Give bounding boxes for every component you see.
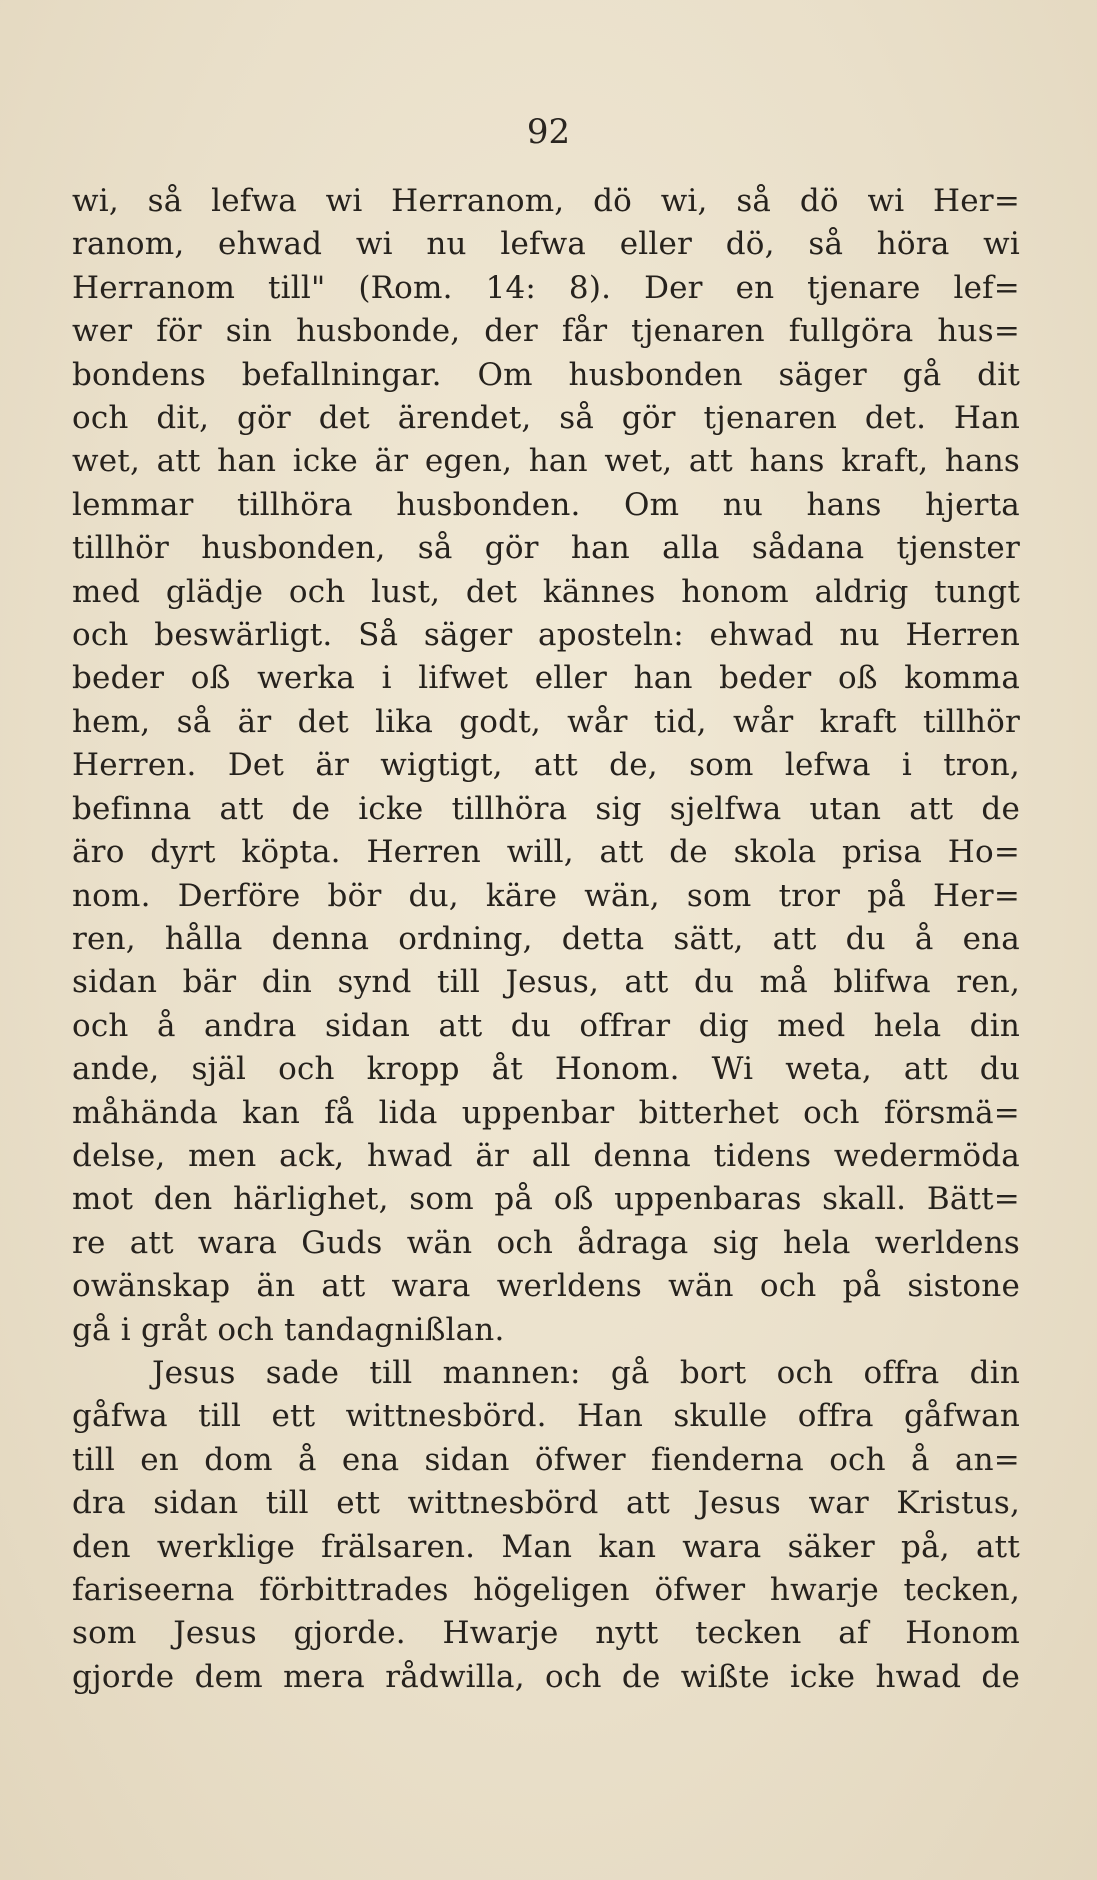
page-text — [72, 180, 1020, 1699]
text-line: gjorde dem mera rådwilla, och de wißte icke hwad de — [72, 1658, 1020, 1695]
text-line: den werklige frälsaren. Man kan wara säker på, att — [72, 1528, 1020, 1565]
text-line: re att wara Guds wän och ådraga sig hela werldens — [72, 1224, 1020, 1261]
text-line: Herren. Det är wigtigt, att de, som lefwa i tron, — [72, 747, 1020, 784]
text-line: gåfwa till ett wittnesbörd. Han skulle offra gåfwan — [72, 1398, 1020, 1435]
text-line: dra sidan till ett wittnesbörd att Jesus war Kristus, — [72, 1485, 1020, 1522]
text-line: måhända kan få lida uppenbar bitterhet och försmä= — [72, 1094, 1020, 1131]
text-line: med glädje och lust, det kännes honom aldrig tungt — [72, 573, 1020, 610]
text-line: och beswärligt. Så säger aposteln: ehwad nu Herren — [72, 617, 1020, 654]
text-line: ranom, ehwad wi nu lefwa eller dö, så höra wi — [72, 226, 1020, 263]
text-line: hem, så är det lika godt, wår tid, wår kraft tillhör — [72, 703, 1020, 740]
text-line: wer för sin husbonde, der får tjenaren fullgöra hus= — [72, 313, 1020, 350]
text-line: och å andra sidan att du offrar dig med hela din — [72, 1007, 1020, 1044]
text-line: fariseerna förbittrades högeligen öfwer hwarje tecken, — [72, 1572, 1020, 1608]
text-line: wi, så lefwa wi Herranom, dö wi, så dö wi Her= — [72, 183, 1020, 219]
text-line: och dit, gör det ärendet, så gör tjenaren det. Han — [72, 400, 1020, 437]
text-line: owänskap än att wara werldens wän och på sistone — [72, 1268, 1020, 1305]
text-line: nom. Derföre bör du, käre wän, som tror på Her= — [72, 877, 1020, 914]
text-line: till en dom å ena sidan öfwer fienderna och å an= — [72, 1441, 1020, 1478]
text-line: Herranom till" (Rom. 14: 8). Der en tjenare lef= — [72, 269, 1020, 306]
text-line: ren, hålla denna ordning, detta sätt, att du å ena — [72, 920, 1020, 957]
text-line: wet, att han icke är egen, han wet, att hans kraft, hans — [72, 443, 1020, 480]
text-line: beder oß werka i lifwet eller han beder oß komma — [72, 660, 1020, 697]
text-line: befinna att de icke tillhöra sig sjelfwa utan att de — [72, 790, 1020, 827]
text-line: ande, själ och kropp åt Honom. Wi weta, att du — [72, 1051, 1020, 1088]
text-line: delse, men ack, hwad är all denna tidens wedermöda — [72, 1137, 1020, 1174]
text-line: mot den härlighet, som på oß uppenbaras skall. Bätt= — [72, 1181, 1020, 1218]
paragraph-end-line: gå i gråt och tandagnißlan. — [72, 1311, 505, 1348]
page-number: 92 — [526, 112, 571, 152]
text-line: sidan bär din synd till Jesus, att du må blifwa ren, — [72, 964, 1020, 1001]
text-line: äro dyrt köpta. Herren will, att de skola prisa Ho= — [72, 834, 1020, 871]
text-line: tillhör husbonden, så gör han alla sådana tjenster — [72, 530, 1020, 567]
text-line: lemmar tillhöra husbonden. Om nu hans hjerta — [72, 486, 1020, 523]
text-line: som Jesus gjorde. Hwarje nytt tecken af Honom — [72, 1615, 1020, 1652]
paragraph-start-line: Jesus sade till mannen: gå bort och offra din — [152, 1354, 1020, 1391]
text-line: bondens befallningar. Om husbonden säger gå dit — [72, 356, 1020, 393]
